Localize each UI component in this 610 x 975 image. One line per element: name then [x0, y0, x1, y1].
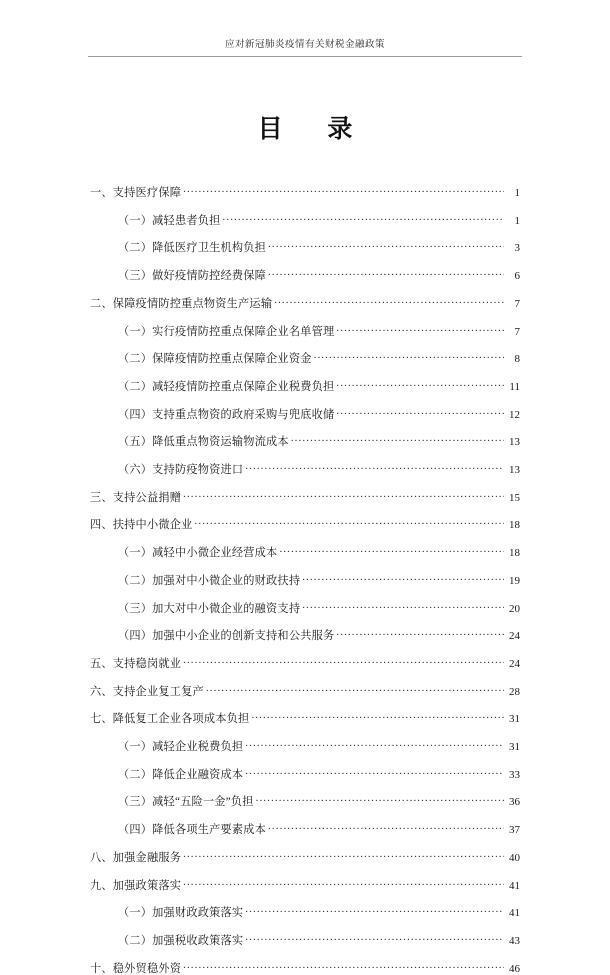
toc-leader-dots: [245, 739, 504, 750]
toc-entry[interactable]: [90, 961, 520, 975]
toc-entry-label: （二）降低医疗卫生机构负担: [118, 242, 267, 255]
toc-entry-page: 1: [514, 187, 520, 199]
toc-entry[interactable]: [90, 407, 520, 421]
toc-entry-label: 六、支持企业复工复产: [90, 685, 204, 698]
toc-entry[interactable]: [90, 213, 520, 227]
toc-entry-label: （一）减轻企业税费负担: [118, 741, 244, 754]
toc-entry-page: 7: [514, 297, 520, 310]
toc-entry-page: 13: [509, 464, 520, 477]
toc-entry-label: 八、加强金融服务: [90, 851, 182, 864]
toc-leader-dots: [336, 407, 504, 418]
toc-entry-page: 6: [514, 270, 520, 283]
toc-entry[interactable]: [90, 240, 520, 254]
toc-entry[interactable]: [90, 850, 520, 864]
toc-entry[interactable]: [90, 545, 520, 559]
toc-entry-page: 46: [509, 962, 520, 975]
toc-entry[interactable]: [90, 628, 520, 642]
toc-leader-dots: [183, 878, 504, 889]
toc-entry-label: 十、稳外贸稳外资: [90, 962, 182, 975]
toc-leader-dots: [245, 462, 504, 473]
toc-leader-dots: [206, 684, 504, 695]
toc-entry-label: 九、加强政策落实: [90, 879, 182, 892]
toc-entry[interactable]: [90, 517, 520, 531]
toc-entry[interactable]: [90, 268, 520, 282]
running-header: 应对新冠肺炎疫情有关财税金融政策: [88, 36, 522, 57]
toc-leader-dots: [268, 240, 504, 251]
toc-entry[interactable]: [90, 462, 520, 476]
toc-entry[interactable]: [90, 573, 520, 587]
toc-entry-page: 11: [509, 380, 520, 393]
toc-leader-dots: [302, 601, 504, 612]
toc-entry-page: 18: [509, 547, 520, 560]
toc-entry[interactable]: [90, 933, 520, 947]
toc-entry-page: 13: [509, 436, 520, 449]
toc-entry-label: （二）保障疫情防控重点保障企业资金: [118, 353, 312, 366]
toc-entry-label: （三）做好疫情防控经费保障: [118, 270, 267, 283]
toc-entry[interactable]: [90, 767, 520, 781]
toc-leader-dots: [279, 545, 504, 556]
toc-entry-label: （五）降低重点物资运输物流成本: [118, 436, 289, 449]
toc-leader-dots: [183, 185, 504, 196]
toc-entry-page: 41: [509, 879, 520, 892]
toc-entry[interactable]: [90, 684, 520, 698]
toc-entry-page: 43: [509, 934, 520, 947]
toc-leader-dots: [268, 822, 504, 833]
toc-entry[interactable]: [90, 185, 520, 199]
toc-entry-page: 15: [509, 491, 520, 504]
toc-entry-label: 一、支持医疗保障: [90, 187, 182, 199]
toc-leader-dots: [223, 213, 505, 224]
page-title: 目 录: [257, 114, 371, 143]
toc-entry-page: 40: [509, 851, 520, 864]
toc-entry-page: 36: [509, 796, 520, 809]
toc-entry-label: （一）减轻患者负担: [118, 214, 221, 227]
toc-leader-dots: [336, 379, 504, 390]
toc-entry-page: 1: [514, 214, 520, 227]
toc-entry[interactable]: [90, 601, 520, 615]
toc-entry[interactable]: [90, 434, 520, 448]
toc-entry-page: 41: [509, 907, 520, 920]
toc-leader-dots: [183, 850, 504, 861]
toc-leader-dots: [302, 573, 504, 584]
toc-entry-page: 31: [509, 713, 520, 726]
toc-entry[interactable]: [90, 296, 520, 310]
table-of-contents: [90, 185, 520, 975]
toc-entry-page: 3: [514, 242, 520, 255]
toc-leader-dots: [183, 656, 504, 667]
toc-entry-page: 8: [514, 353, 520, 366]
toc-leader-dots: [183, 490, 504, 501]
toc-entry-label: 七、降低复工企业各项成本负担: [90, 713, 250, 726]
document-page: [0, 36, 610, 975]
toc-entry-label: （四）降低各项生产要素成本: [118, 824, 267, 837]
toc-entry-label: 三、支持公益捐赠: [90, 491, 182, 504]
toc-entry-page: 12: [509, 408, 520, 421]
toc-entry[interactable]: [90, 739, 520, 753]
toc-entry[interactable]: [90, 794, 520, 808]
toc-entry[interactable]: [90, 822, 520, 836]
toc-entry[interactable]: [90, 490, 520, 504]
toc-entry-page: 18: [509, 519, 520, 532]
toc-leader-dots: [274, 296, 504, 307]
toc-leader-dots: [245, 767, 504, 778]
toc-entry-label: （三）加大对中小微企业的融资支持: [118, 602, 301, 615]
toc-entry-label: （六）支持防疫物资进口: [118, 464, 244, 477]
toc-leader-dots: [195, 517, 505, 528]
toc-entry-label: （四）加强中小企业的创新支持和公共服务: [118, 630, 335, 643]
toc-entry-page: 7: [514, 325, 520, 338]
toc-entry[interactable]: [90, 379, 520, 393]
toc-entry-label: （三）减轻“五险一金”负担: [118, 796, 254, 809]
toc-entry[interactable]: [90, 905, 520, 919]
toc-entry-page: 24: [509, 657, 520, 670]
toc-entry-page: 20: [509, 602, 520, 615]
toc-leader-dots: [291, 434, 504, 445]
toc-entry-page: 37: [509, 824, 520, 837]
toc-entry-page: 24: [509, 630, 520, 643]
toc-entry[interactable]: [90, 711, 520, 725]
toc-leader-dots: [245, 905, 504, 916]
toc-leader-dots: [251, 711, 504, 722]
toc-entry-label: （一）减轻中小微企业经营成本: [118, 547, 278, 560]
toc-entry-label: （二）加强税收政策落实: [118, 934, 244, 947]
toc-entry-label: （二）减轻疫情防控重点保障企业税费负担: [118, 380, 335, 393]
toc-leader-dots: [268, 268, 504, 279]
toc-entry-page: 33: [509, 768, 520, 781]
toc-entry[interactable]: [90, 351, 520, 365]
toc-leader-dots: [256, 794, 504, 805]
toc-leader-dots: [245, 933, 504, 944]
toc-entry-label: 四、扶持中小微企业: [90, 519, 193, 532]
toc-entry-label: （四）支持重点物资的政府采购与兜底收储: [118, 408, 335, 421]
toc-entry-label: （二）加强对中小微企业的财政扶持: [118, 574, 301, 587]
toc-leader-dots: [336, 628, 504, 639]
toc-entry-page: 19: [509, 574, 520, 587]
toc-entry[interactable]: [90, 324, 520, 338]
toc-leader-dots: [314, 351, 504, 362]
toc-entry-label: （二）降低企业融资成本: [118, 768, 244, 781]
toc-leader-dots: [336, 324, 504, 335]
toc-entry-page: 28: [509, 685, 520, 698]
toc-entry-page: 31: [509, 741, 520, 754]
toc-leader-dots: [183, 961, 504, 972]
toc-entry[interactable]: [90, 878, 520, 892]
toc-entry-label: 五、支持稳岗就业: [90, 657, 182, 670]
toc-entry-label: 二、保障疫情防控重点物资生产运输: [90, 297, 273, 310]
toc-entry-label: （一）实行疫情防控重点保障企业名单管理: [118, 325, 335, 338]
toc-entry[interactable]: [90, 656, 520, 670]
toc-entry-label: （一）加强财政政策落实: [118, 907, 244, 920]
